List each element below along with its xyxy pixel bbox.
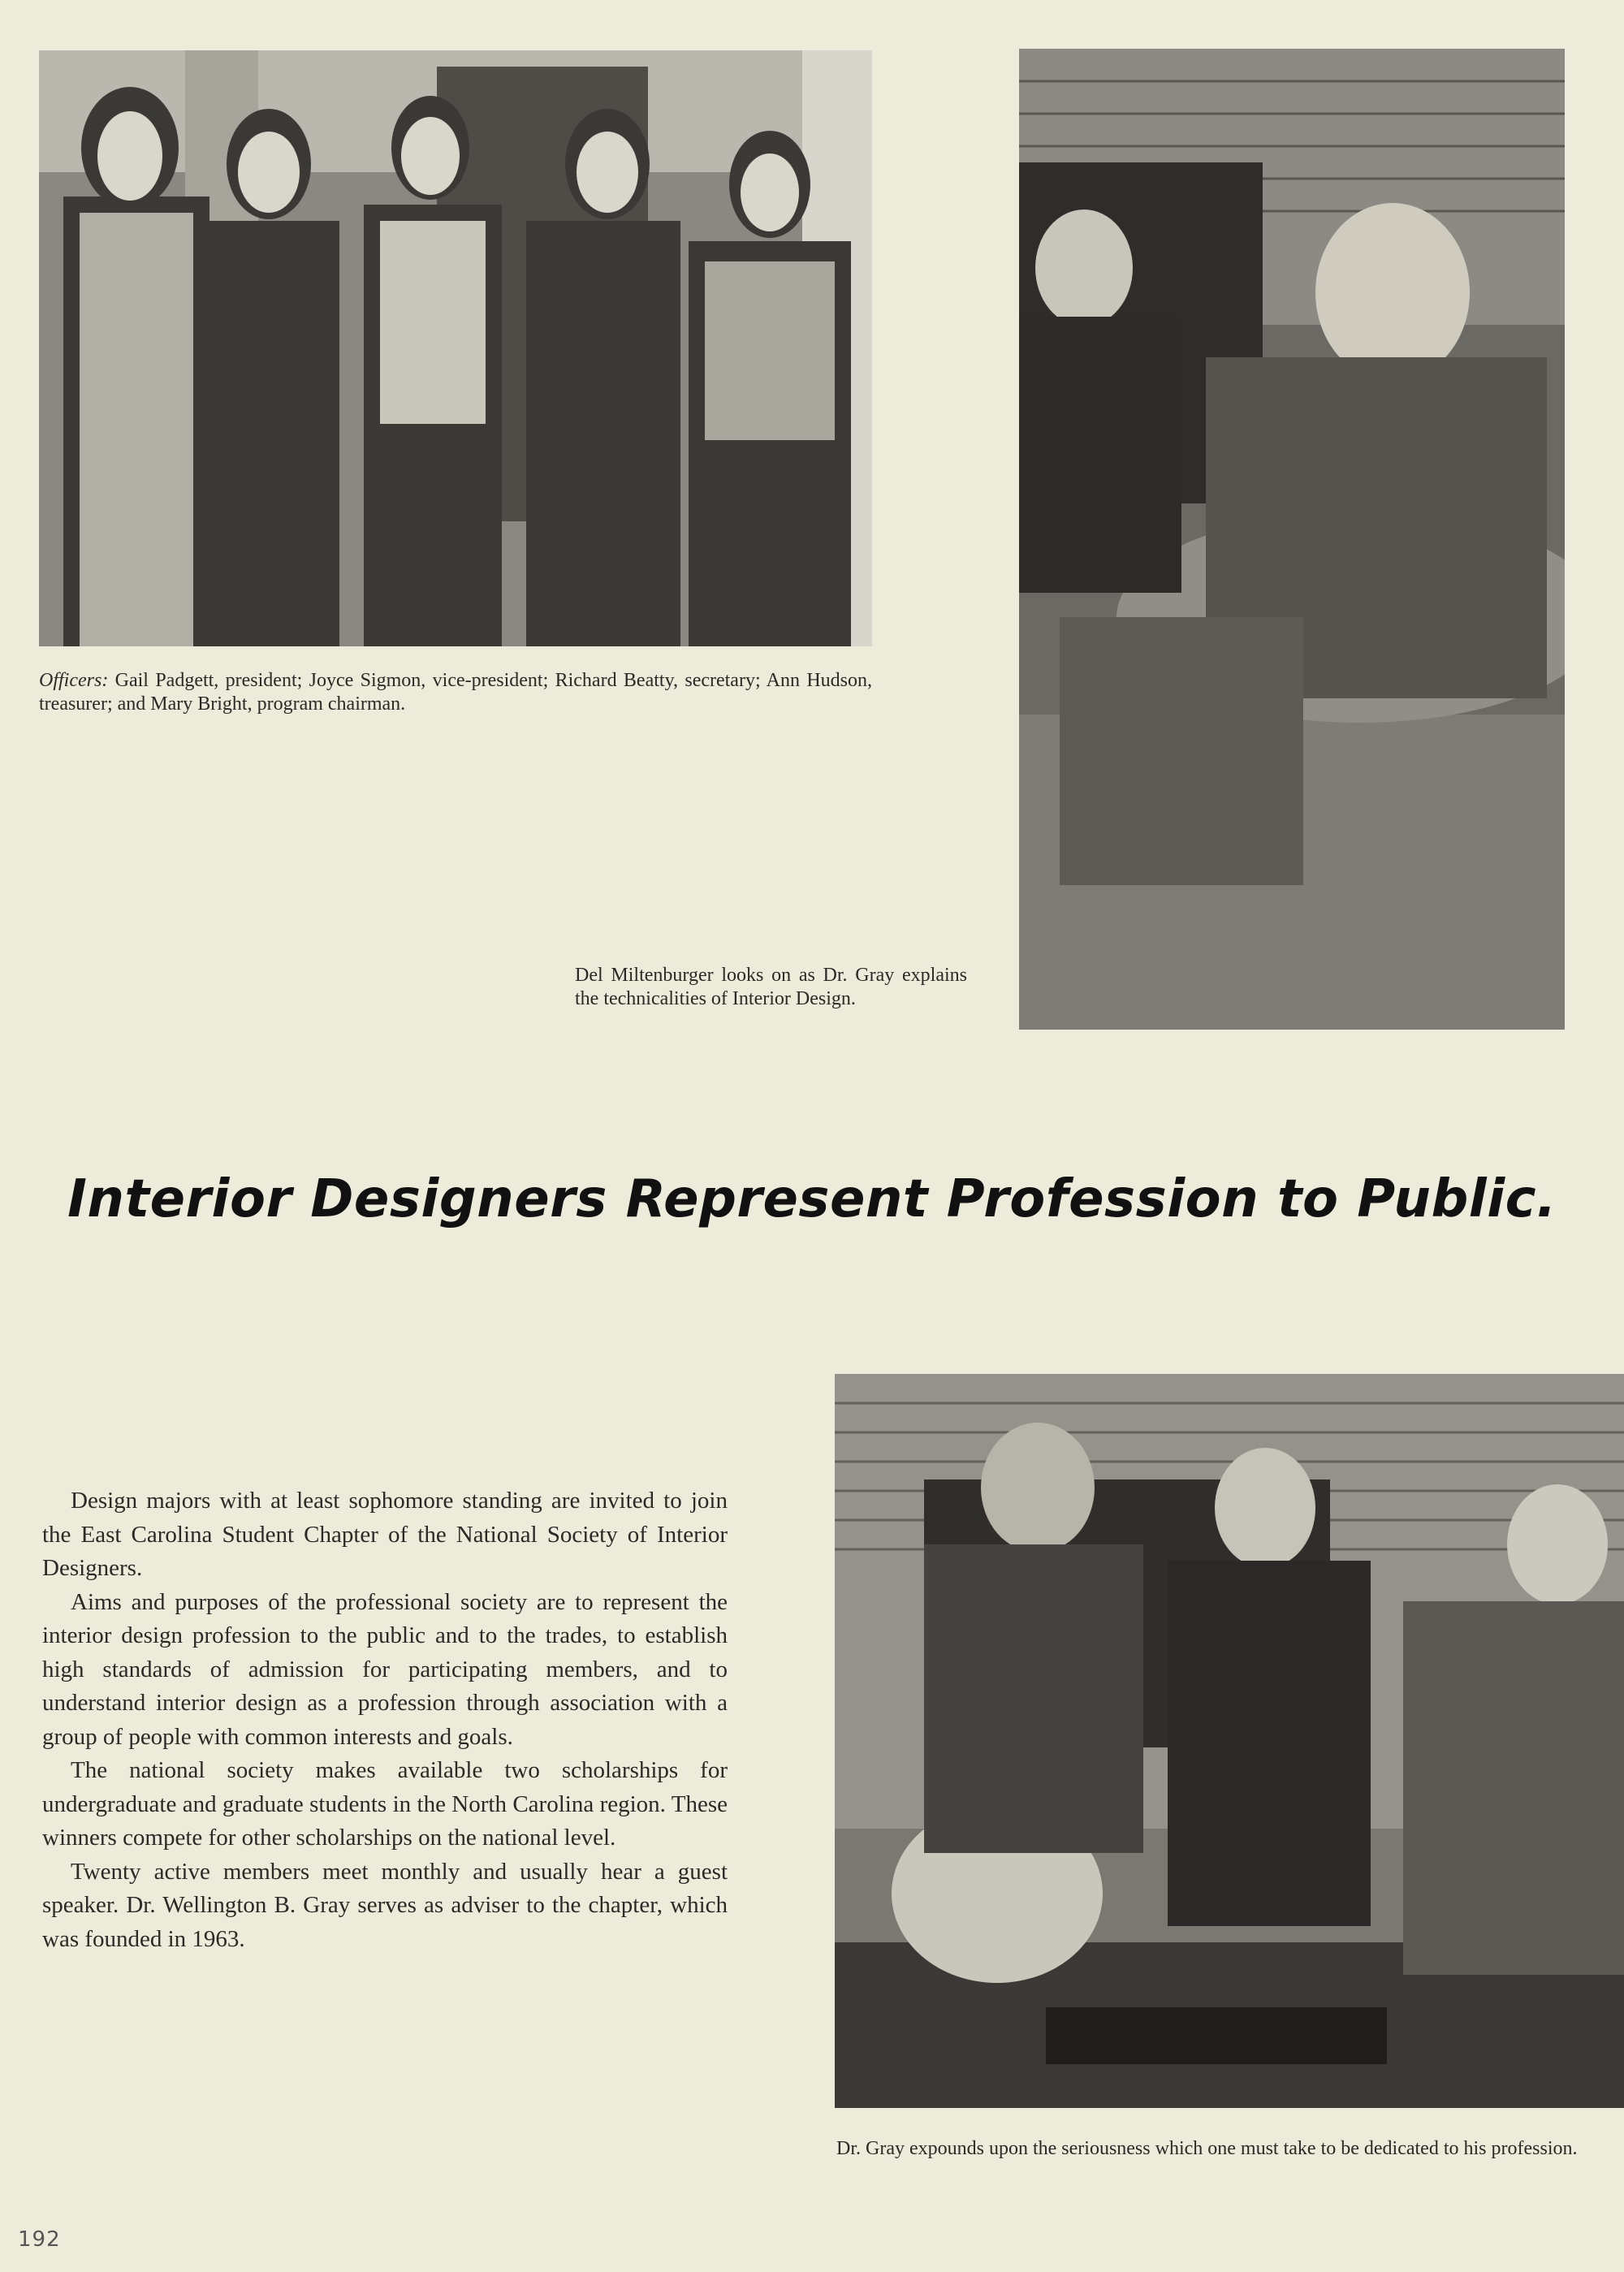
officers-caption bbox=[39, 669, 872, 716]
page-headline: Interior Designers Represent Profession to Public. bbox=[67, 1169, 1557, 1229]
body-paragraph: Aims and purposes of the professional society are to represent the interior design profession to the public and to the trades, to establish high standards of admission for participating members, and to understand interior design as a profession through association with a group of people with common interests and goals. bbox=[42, 1588, 728, 1750]
gray-fireplace-caption: Dr. Gray expounds upon the seriousness which one must take to be dedicated to his profession. bbox=[836, 2138, 1578, 2159]
body-paragraph: Design majors with at least sophomore standing are invited to join the East Carolina Student Chapter of the National Society of Interior Designers. bbox=[42, 1488, 728, 1581]
officers-group-photo bbox=[39, 50, 872, 646]
miltenburger-gray-photo bbox=[1019, 49, 1565, 1030]
officers-caption-text: Gail Padgett, president; Joyce Sigmon, vice-president; Richard Beatty, secretary; Ann Hudson, treasurer; and Mary Bright, program chairman. bbox=[39, 670, 872, 715]
page-number: 192 bbox=[18, 2227, 61, 2252]
body-paragraph: The national society makes available two scholarships for undergraduate and graduate students in the North Carolina region. These winners compete for other scholarships on the national level. bbox=[42, 1757, 728, 1851]
body-paragraph: Twenty active members meet monthly and usually hear a guest speaker. Dr. Wellington B. Gray serves as adviser to the chapter, which was founded in 1963. bbox=[42, 1858, 728, 1952]
officers-caption-lead: Officers: bbox=[39, 670, 109, 691]
article-body bbox=[42, 1484, 728, 1956]
miltenburger-caption: Del Miltenburger looks on as Dr. Gray explains the technicalities of Interior Design. bbox=[575, 965, 967, 1009]
gray-fireplace-photo bbox=[835, 1374, 1624, 2108]
